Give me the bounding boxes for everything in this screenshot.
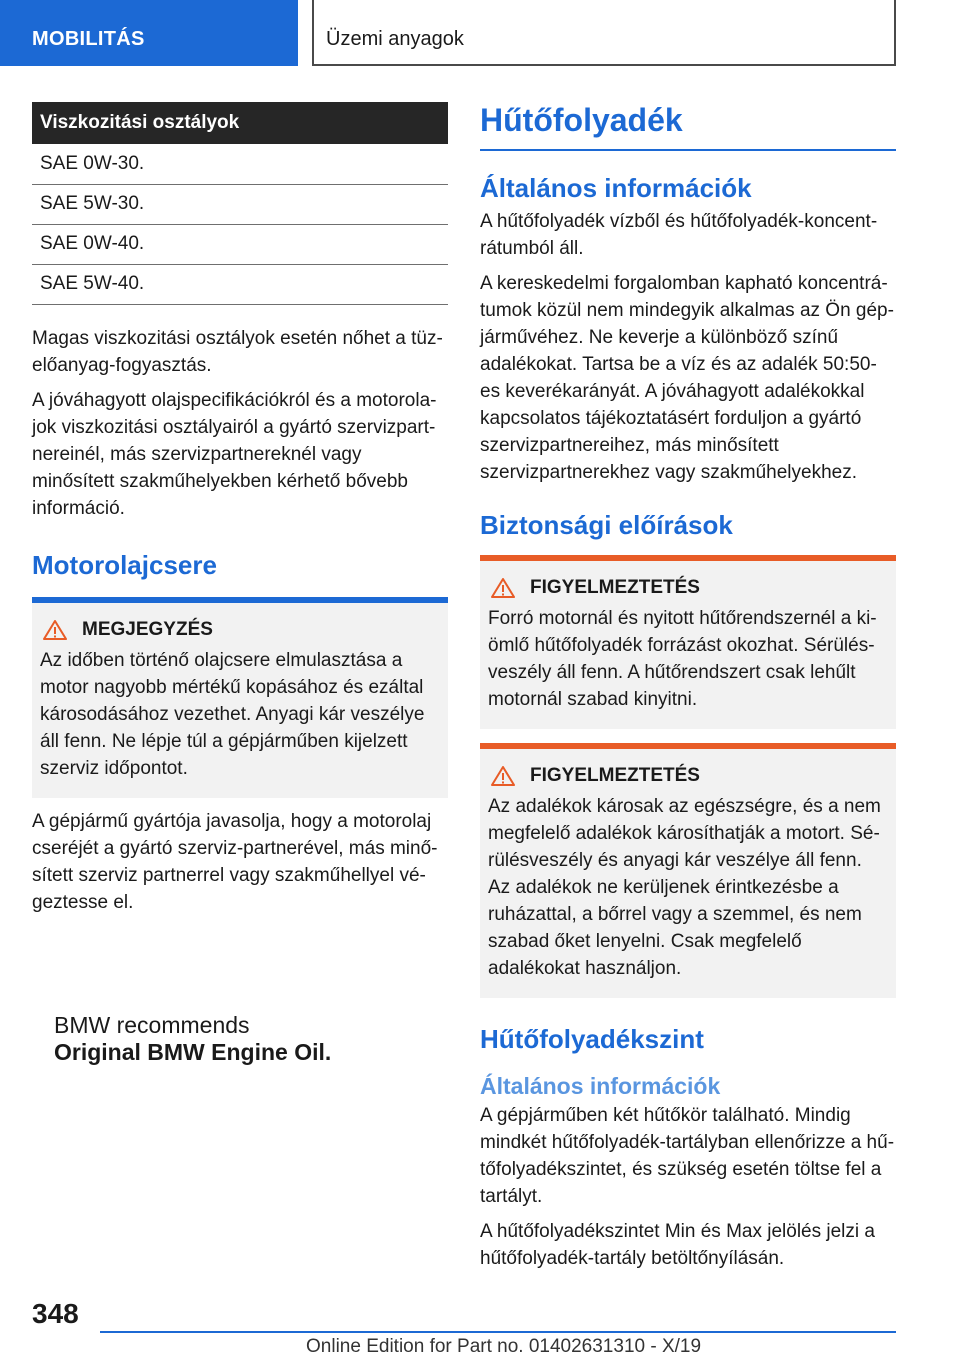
warning-box-hot-engine [480, 561, 896, 729]
table-row [32, 184, 448, 224]
left-column [32, 102, 448, 1066]
page-number: 348 [32, 1298, 79, 1329]
paragraph-min-max-marks: A hűtőfolyadékszintet Min és Max jelölés jelzi a hűtőfolyadék-tartály betöltőnyílásán. [480, 1221, 875, 1269]
warning-header [488, 765, 886, 787]
table-cell: SAE 5W-40. [32, 264, 448, 304]
warning-triangle-icon [490, 765, 516, 787]
paragraph-fuel-consumption: Magas viszkozitási osztályok esetén nőhet a tüzelőanyag-fogyasztás. [32, 327, 443, 376]
chapter-title: Üzemi anyagok [326, 28, 464, 50]
section-tab: MOBILITÁS [0, 0, 298, 66]
page-header [0, 0, 960, 66]
table-row [32, 264, 448, 304]
right-column [480, 102, 896, 1272]
ad-line-recommends: BMW recommends [54, 1011, 250, 1038]
ad-line-engine-oil: Original BMW Engine Oil. [54, 1038, 332, 1065]
table-cell: SAE 0W-40. [32, 224, 448, 264]
table-header: Viszkozitási osztályok [32, 102, 448, 144]
warning-box-additives [480, 749, 896, 998]
notice-header [40, 619, 438, 641]
notice-text: Az időben történő olajcsere elmulasztása a motor nagyobb mértékű kopásához és ezáltal károsodásához vezethet. Anyagi kár veszélye áll fenn. Ne lépje túl a gépjárműben kijelzett szerviz időpontot. [40, 649, 425, 779]
paragraph-oil-spec-info: A jóváhagyott olajspecifikációkról és a motorolajok viszkozitási osztályairól a gyártó szervizpartnereinél, más szervizpartnereknél vagy minősített szakműhelyekben kérhető bővebb információ. [32, 389, 437, 519]
warning-text: Az adalékok károsak az egészségre, és a nem megfelelő adalékok károsíthatják a motort. Sérülésveszély és anyagi kár veszélye áll fenn. Az adalékok ne kerüljenek érintkezésbe a ruházattal, a bőrrel vagy a szemmel, és nem szabad őket lenyelni. Csak megfelelő adalékokat használjon. [488, 796, 881, 979]
warning-header [488, 577, 886, 599]
table-row [32, 224, 448, 264]
notice-label: MEGJEGYZÉS [82, 618, 213, 640]
paragraph-coolant-concentrates: A kereskedelmi forgalomban kapható koncentrátumok közül nem mindegyik alkalmas az Ön gépjárművéhez. Ne keverje a különböző színű adalékokat. Tartsa be a víz és az adalék 50:50-es keverékarányát. A jóváhagyott adalékokkal kapcsolatos tájékoztatásért forduljon a gyártó szervizpartnereihez, más minősített szervizpartnerekhez vagy szakműhelyekhez. [480, 273, 894, 483]
footer-rule [100, 1331, 896, 1333]
heading-coolant-level: Hűtőfolyadékszint [480, 1024, 704, 1054]
heading-coolant: Hűtőfolyadék [480, 102, 896, 151]
table-cell: SAE 5W-30. [32, 184, 448, 224]
table-header-row [32, 102, 448, 144]
heading-general-info: Általános információk [480, 173, 752, 203]
table-row [32, 144, 448, 184]
warning-triangle-icon [490, 577, 516, 599]
bmw-oil-ad [54, 1012, 448, 1066]
table-cell: SAE 0W-30. [32, 144, 448, 184]
paragraph-coolant-composition: A hűtőfolyadék vízből és hűtőfolyadék-koncentrátumból áll. [480, 211, 878, 259]
subheading-general-info: Általános információk [480, 1073, 721, 1099]
heading-safety: Biztonsági előírások [480, 510, 733, 540]
paragraph-cooling-circuits: A gépjárműben két hűtőkör található. Mindig mindkét hűtőfolyadék-tartályban ellenőrizze a hűtőfolyadékszintet, és szükség esetén töltse fel a tartályt. [480, 1105, 895, 1207]
warning-label: FIGYELMEZTETÉS [530, 577, 700, 598]
paragraph-oil-change-recommendation: A gépjármű gyártója javasolja, hogy a motorolaj cseréjét a gyártó szerviz-partnerével, más minősített szerviz partnerrel vagy szakműhellyel végeztesse el. [32, 810, 438, 913]
warning-label: FIGYELMEZTETÉS [530, 765, 700, 786]
edition-note: Online Edition for Part no. 01402631310 - X/19 [306, 1336, 702, 1357]
heading-oil-change: Motorolajcsere [32, 549, 217, 580]
notice-box [32, 603, 448, 798]
viscosity-table [32, 102, 448, 305]
warning-triangle-icon [42, 619, 68, 641]
warning-text: Forró motornál és nyitott hűtőrendszernél a kiömlő hűtőfolyadék forrázást okozhat. Sérülésveszély áll fenn. A hűtőrendszert csak lehűlt motornál szabad kinyitni. [488, 608, 877, 710]
